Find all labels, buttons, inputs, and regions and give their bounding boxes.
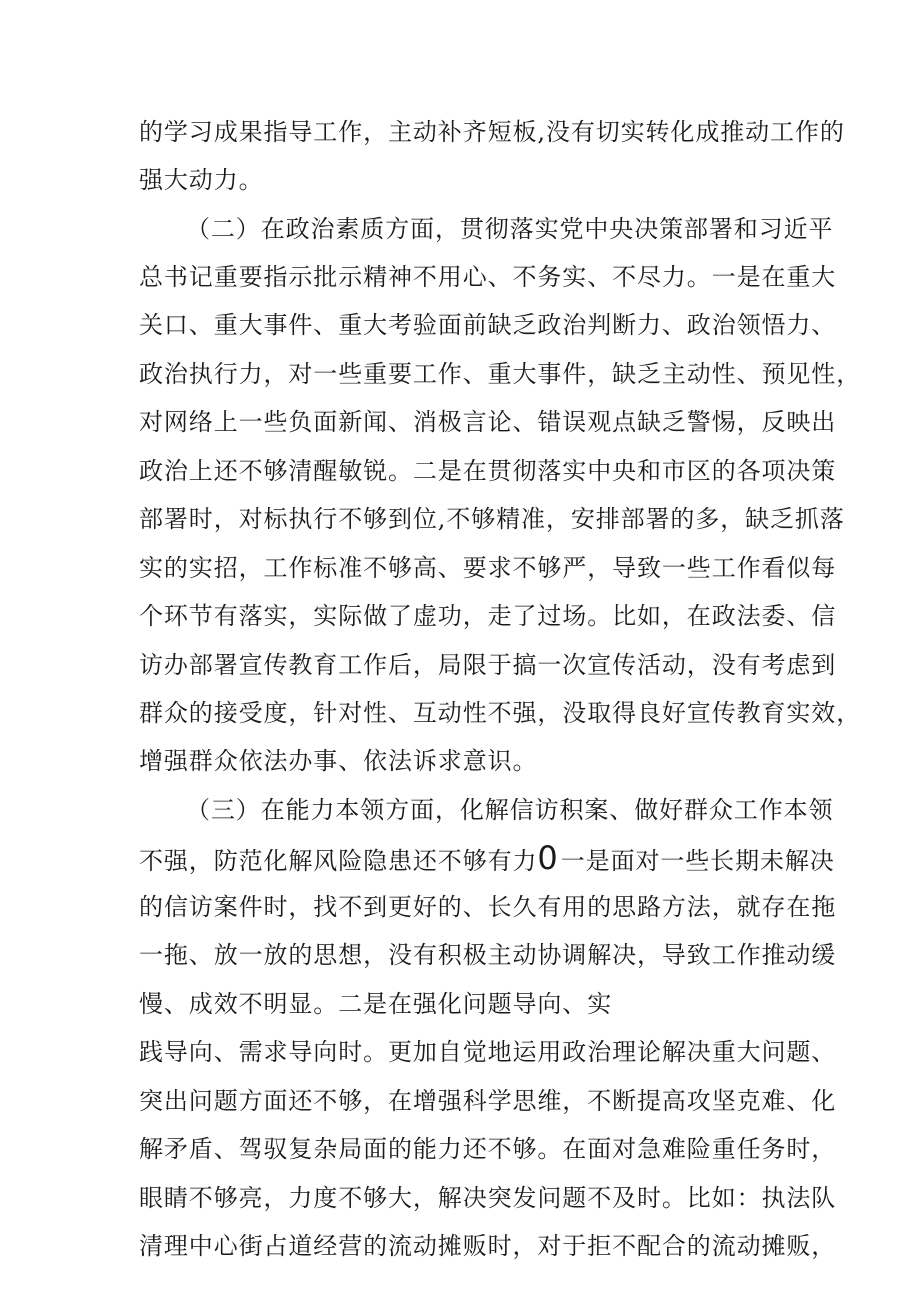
text-line-4: 总书记重要指示批示精神不用心、不务实、不尽力。一是在重大 — [139, 263, 837, 291]
text-line-14: 增强群众依法办事、依法诉求意识。 — [139, 747, 538, 775]
text-line-18: 一拖、放一放的思想，没有积极主动协调解决，导致工作推动缓 — [139, 941, 837, 969]
text-line-19: 慢、成效不明显。二是在强化问题导向、实 — [139, 990, 613, 1018]
text-line-22: 解矛盾、驾驭复杂局面的能力还不够。在面对急难险重任务时， — [139, 1135, 837, 1163]
text-line-16 — [139, 841, 835, 878]
text-line-16-b: 一是面对一些长期未解决 — [560, 847, 835, 875]
text-line-9: 部署时，对标执行不够到位,不够精准，安排部署的多，缺乏抓落 — [139, 505, 845, 533]
text-line-2: 强大动力。 — [139, 166, 264, 194]
text-line-12: 访办部署宣传教育工作后，局限于搞一次宣传活动，没有考虑到 — [139, 651, 837, 679]
text-line-23: 眼睛不够亮，力度不够大，解决突发问题不及时。比如：执法队 — [139, 1184, 837, 1212]
text-line-24: 清理中心街占道经营的流动摊贩时，对于拒不配合的流动摊贩， — [139, 1232, 837, 1260]
text-line-1: 的学习成果指导工作，主动补齐短板,没有切实转化成推动工作的 — [139, 118, 845, 146]
text-line-13: 群众的接受度，针对性、互动性不强，没取得良好宣传教育实效， — [139, 699, 862, 727]
text-line-8: 政治上还不够清醒敏锐。二是在贯彻落实中央和市区的各项决策 — [139, 457, 837, 485]
text-line-10: 实的实招，工作标准不够高、要求不够严，导致一些工作看似每 — [139, 554, 837, 582]
stray-zero-glyph: 0 — [537, 839, 561, 877]
text-line-17: 的信访案件时，找不到更好的、长久有用的思路方法，就存在拖 — [139, 893, 837, 921]
text-line-7: 对网络上一些负面新闻、消极言论、错误观点缺乏警惕，反映出 — [139, 408, 837, 436]
section-three-heading-line: （三）在能力本领方面，化解信访积案、做好群众工作本领 — [186, 796, 834, 824]
section-two-heading-line: （二）在政治素质方面，贯彻落实党中央决策部署和习近平 — [186, 215, 834, 243]
text-line-6: 政治执行力，对一些重要工作、重大事件，缺乏主动性、预见性， — [139, 360, 862, 388]
text-line-21: 突出问题方面还不够，在增强科学思维，不断提高攻坚克难、化 — [139, 1087, 837, 1115]
text-line-11: 个环节有落实，实际做了虚功，走了过场。比如，在政法委、信 — [139, 602, 837, 630]
text-line-20: 践导向、需求导向时。更加自觉地运用政治理论解决重大问题、 — [139, 1038, 837, 1066]
text-line-16-a: 不强，防范化解风险隐患还不够有力 — [139, 847, 538, 875]
text-line-5: 关口、重大事件、重大考验面前缺乏政治判断力、政治领悟力、 — [139, 311, 837, 339]
